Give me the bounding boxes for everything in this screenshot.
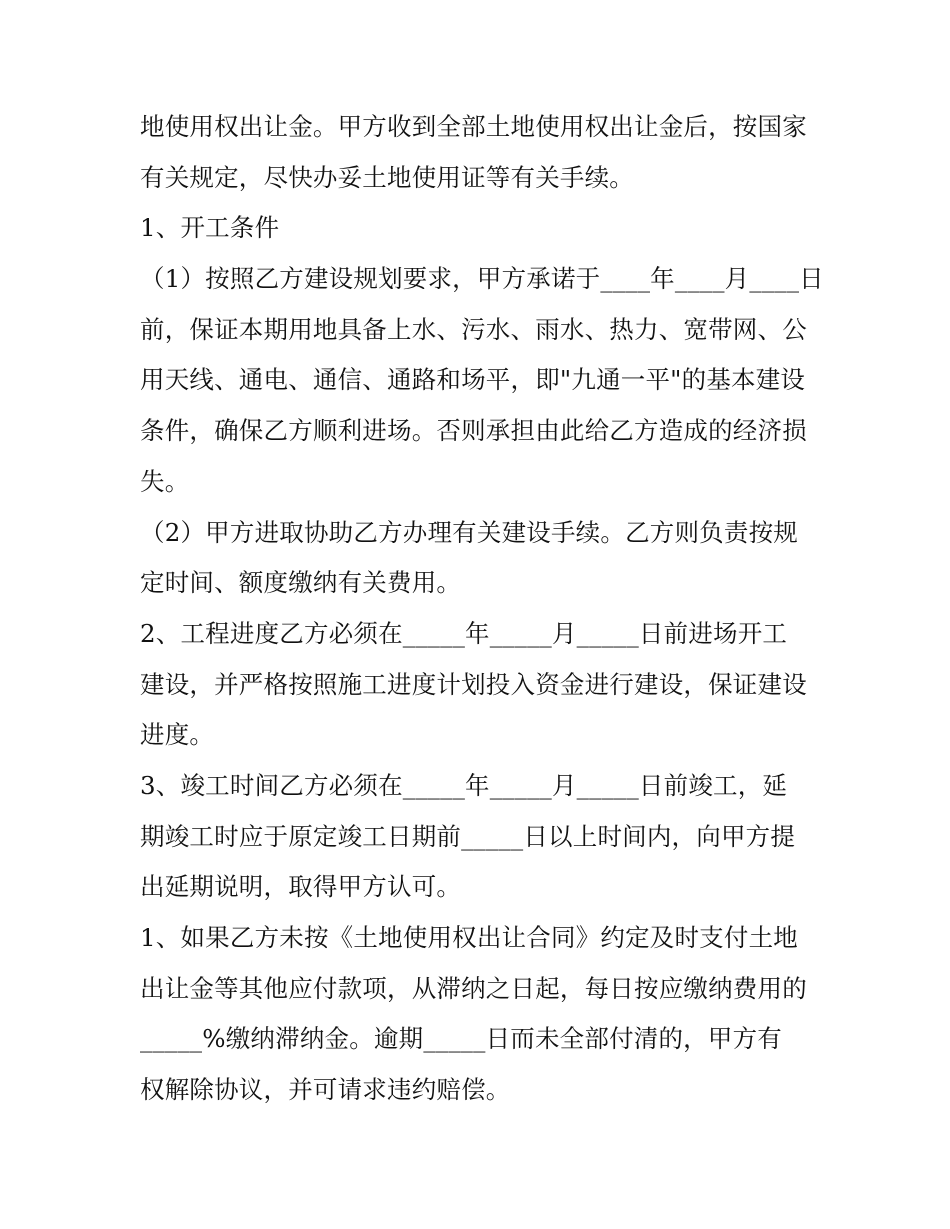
text-line: 定时间、额度缴纳有关费用。 bbox=[140, 568, 462, 598]
document-body bbox=[140, 102, 824, 1116]
text-line: 条件，确保乙方顺利进场。否则承担由此给乙方造成的经济损 bbox=[140, 416, 807, 446]
text-line: 有关规定，尽快办妥土地使用证等有关手续。 bbox=[140, 162, 634, 192]
text-line: （2）甲方进取协助乙方办理有关建设手续。乙方则负责按规 bbox=[140, 517, 798, 547]
text-line: 用天线、通电、通信、通路和场平，即"九通一平"的基本建设 bbox=[140, 365, 806, 395]
text-line: 期竣工时应于原定竣工日期前_____日以上时间内，向甲方提 bbox=[140, 821, 796, 851]
text-line: 进度。 bbox=[140, 720, 215, 750]
text-line: 1、如果乙方未按《土地使用权出让合同》约定及时支付土地 bbox=[140, 923, 798, 952]
text-line: 权解除协议，并可请求违约赔偿。 bbox=[140, 1075, 511, 1105]
text-line: （1）按照乙方建设规划要求，甲方承诺于____年____月____日 bbox=[140, 264, 824, 294]
text-line: 2、工程进度乙方必须在_____年_____月_____日前进场开工 bbox=[140, 618, 788, 648]
text-line: _____%缴纳滞纳金。逾期_____日而未全部付清的，甲方有 bbox=[140, 1024, 782, 1054]
text-line: 地使用权出让金。甲方收到全部土地使用权出让金后，按国家 bbox=[140, 112, 807, 141]
text-line: 出延期说明，取得甲方认可。 bbox=[140, 872, 462, 902]
text-line: 3、竣工时间乙方必须在_____年_____月_____日前竣工，延 bbox=[140, 770, 788, 800]
text-line: 失。 bbox=[140, 466, 190, 496]
section-heading: 1、开工条件 bbox=[140, 213, 280, 243]
text-line: 建设，并严格按照施工进度计划投入资金进行建设，保证建设 bbox=[140, 669, 807, 699]
text-line: 出让金等其他应付款项，从滞纳之日起，每日按应缴纳费用的 bbox=[140, 973, 807, 1003]
text-line: 前，保证本期用地具备上水、污水、雨水、热力、宽带网、公 bbox=[140, 314, 807, 344]
